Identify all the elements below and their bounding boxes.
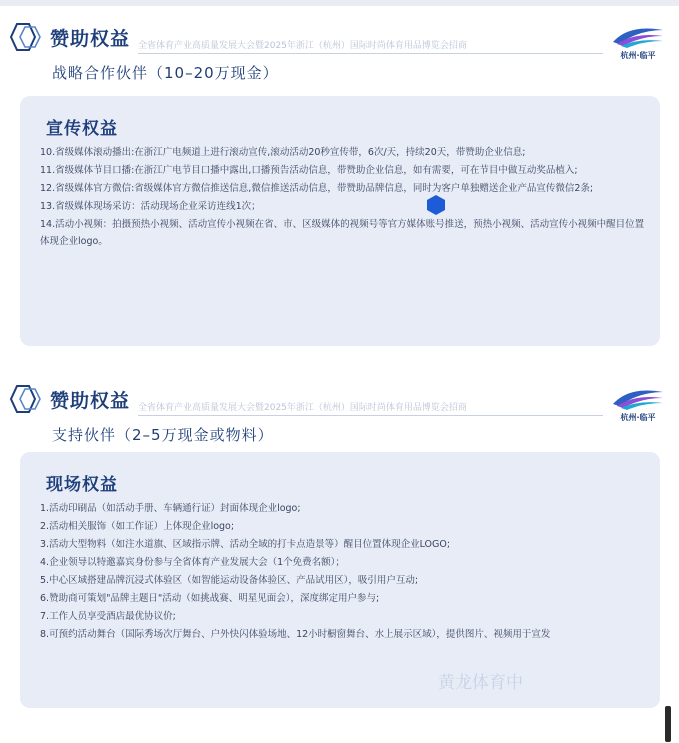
list-item: 14.活动小视频：拍摄预热小视频、活动宣传小视频在省、市、区级媒体的视频号等官方媒体账号推送，预热小视频、活动宣传小视频中醒目位置体现企业logo。 [40, 219, 645, 247]
benefits-card [20, 452, 660, 708]
card-title: 宣传权益 [46, 119, 118, 139]
list-item: 11.省级媒体节目口播:在浙江广电节目口播中露出,口播预告活动信息，带赞助企业信息，如有需要，可在节目中做互动奖品植入; [40, 165, 578, 176]
hexagon-logo-icon [8, 384, 44, 414]
list-item: 10.省级媒体滚动播出:在浙江广电频道上进行滚动宣传,滚动活动20秒宣传带，6次/天，持续20天，带赞助企业信息; [40, 147, 526, 158]
card-title: 现场权益 [46, 475, 118, 495]
list-item: 3.活动大型物料（如注水道旗、区域指示牌、活动全域的打卡点造景等）醒目位置体现企业LOGO; [40, 539, 451, 550]
list-item: 8.可预约活动舞台（国际秀场次厅舞台、户外快闪体验场地、12小时橱窗舞台、水上展示区域），提供图片、视频用于宣发 [40, 629, 551, 640]
partner-tier-subtitle: 支持伙伴（2–5万现金或物料） [52, 426, 274, 444]
scrollbar-thumb[interactable] [665, 706, 671, 742]
brand-logo-text: 杭州·临平 [620, 413, 656, 422]
section-strategic-partner [0, 10, 679, 350]
section-support-partner [0, 372, 679, 722]
watermark: 黄龙体育中 [438, 673, 523, 693]
list-item: 2.活动相关服饰（如工作证）上体现企业logo; [40, 521, 235, 532]
list-item: 6.赞助商可策划"品牌主题日"活动（如挑战赛、明星见面会），深度绑定用户参与; [40, 593, 380, 604]
brand-logo [609, 382, 667, 426]
event-banner-text: 全省体育产业高质量发展大会暨2025年浙江（杭州）国际时尚体育用品博览会招商 [138, 38, 603, 54]
section-heading: 赞助权益 [50, 390, 131, 412]
hexagon-marker-icon [426, 194, 446, 216]
benefit-list [40, 500, 646, 644]
list-item: 4.企业领导以特邀嘉宾身份参与全省体育产业发展大会（1个免费名额）； [40, 557, 345, 568]
brand-logo-text: 杭州·临平 [620, 51, 656, 60]
brand-wave-icon [609, 20, 667, 50]
list-item: 1.活动印刷品（如活动手册、车辆通行证）封面体现企业logo; [40, 503, 301, 514]
brand-wave-icon [609, 382, 667, 412]
hexagon-logo-icon [8, 22, 44, 52]
list-item: 12.省级媒体官方微信:省级媒体官方微信推送信息,微信推送活动信息，带赞助品牌信息，同时为客户单独赠送企业产品宣传微信2条; [40, 183, 594, 194]
top-divider [0, 0, 679, 6]
benefit-list [40, 144, 646, 251]
list-item: 5.中心区域搭建品牌沉浸式体验区（如智能运动设备体验区、产品试用区），吸引用户互动; [40, 575, 419, 586]
brand-logo [609, 20, 667, 64]
section-heading: 赞助权益 [50, 28, 131, 50]
partner-tier-subtitle: 战略合作伙伴（10–20万现金） [52, 64, 279, 82]
list-item: 7.工作人员享受酒店最优协议价; [40, 611, 176, 622]
list-item: 13.省级媒体现场采访：活动现场企业采访连线1次； [40, 201, 261, 212]
benefits-card [20, 96, 660, 346]
event-banner-text: 全省体育产业高质量发展大会暨2025年浙江（杭州）国际时尚体育用品博览会招商 [138, 400, 603, 416]
